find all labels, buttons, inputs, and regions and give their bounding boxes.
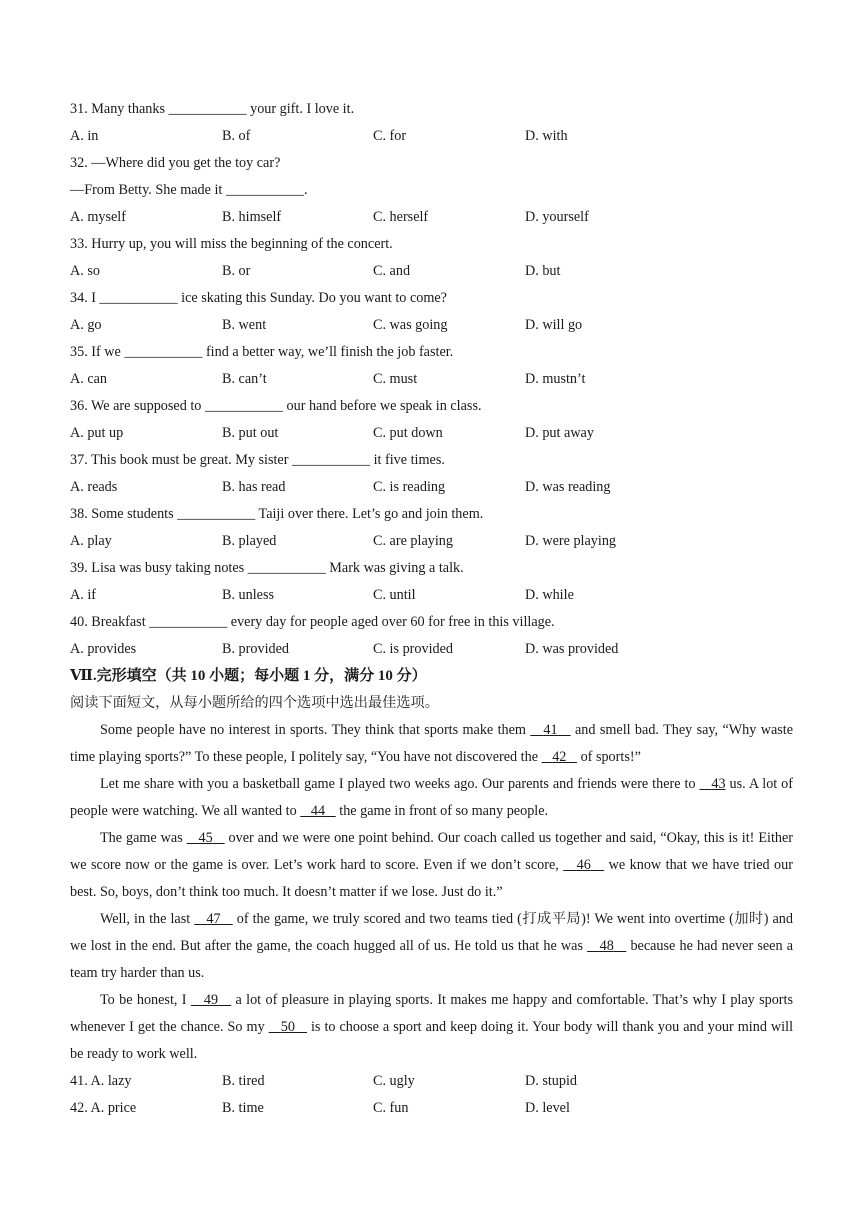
paragraph-text: over and we were one point behind. Our coach called us together and said, “Okay, this is it! Either we score now or the game is over. Let’s work hard to score. Even if we don’t score, <box>70 830 794 873</box>
paragraph-text: we know that we have tried our best. So, boys, don’t think too much. It doesn’t matter if we lose. Just do it.” <box>70 857 793 900</box>
paragraph-text: Some people have no interest in sports. They think that sports make them <box>100 722 531 738</box>
blank-42 <box>542 749 577 765</box>
blank-number: 47 <box>206 911 221 927</box>
question-42-options <box>70 1095 793 1122</box>
paragraph-text: is to choose a sport and keep doing it. Your body will thank you and your mind will be ready to work well. <box>70 1019 794 1062</box>
option-b: B. or <box>222 263 251 279</box>
blank-number: 48 <box>599 938 614 954</box>
passage-paragraph <box>70 771 793 825</box>
question-37-stem: 37. This book must be great. My sister ___________ it five times. <box>70 452 445 468</box>
blank-41 <box>530 722 570 738</box>
option-a: A. can <box>70 371 108 387</box>
question-33-stem: 33. Hurry up, you will miss the beginning of the concert. <box>70 236 393 252</box>
question-33-options <box>70 258 793 285</box>
option-b: B. himself <box>222 209 282 225</box>
section-heading: Ⅶ.完形填空（共 10 小题；每小题 1 分，满分 10 分） <box>70 668 427 684</box>
question-35-stem: 35. If we ___________ find a better way, we’ll finish the job faster. <box>70 344 454 360</box>
option-c: C. and <box>373 263 411 279</box>
question-41-options <box>70 1068 793 1095</box>
paragraph-text: a lot of pleasure in playing sports. It makes me happy and comfortable. That’s why I play sports whenever I get the chance. So my <box>70 992 793 1035</box>
blank-number: 46 <box>576 857 591 873</box>
option-c: C. was going <box>373 317 448 333</box>
question-36-options <box>70 420 793 447</box>
option-b: B. put out <box>222 425 279 441</box>
option-d: D. was reading <box>525 479 611 495</box>
option-c: C. must <box>373 371 418 387</box>
question-40-stem: 40. Breakfast ___________ every day for people aged over 60 for free in this village. <box>70 614 555 630</box>
option-c: C. until <box>373 587 416 603</box>
paragraph-text: of sports!” <box>577 749 641 765</box>
option-d: D. but <box>525 263 561 279</box>
option-d: D. level <box>525 1100 570 1116</box>
paragraph-text: because he had never seen a team try harder than us. <box>70 938 794 981</box>
blank-46 <box>563 857 604 873</box>
paragraph-text: To be honest, I <box>100 992 191 1008</box>
option-a: A. so <box>70 263 100 279</box>
option-a: A. if <box>70 587 97 603</box>
option-c: C. is provided <box>373 641 453 657</box>
blank-50 <box>269 1019 307 1035</box>
option-a: 41. A. lazy <box>70 1073 132 1089</box>
option-a: A. put up <box>70 425 124 441</box>
passage-paragraph <box>70 825 793 906</box>
option-c: C. put down <box>373 425 443 441</box>
option-d: D. put away <box>525 425 594 441</box>
option-c: C. herself <box>373 209 429 225</box>
blank-number: 41 <box>543 722 558 738</box>
question-31-stem: 31. Many thanks ___________ your gift. I love it. <box>70 101 355 117</box>
paragraph-text: of the game, we truly scored and two teams tied (打成平局)! We went into overtime (加时) and we lost in the end. But after the game, the coach hugged all of us. He told us that he was <box>70 911 793 954</box>
option-b: B. provided <box>222 641 289 657</box>
question-38-stem: 38. Some students ___________ Taiji over there. Let’s go and join them. <box>70 506 484 522</box>
option-a: A. reads <box>70 479 118 495</box>
question-39-stem: 39. Lisa was busy taking notes ___________ Mark was giving a talk. <box>70 560 464 576</box>
blank-49 <box>191 992 231 1008</box>
option-c: C. ugly <box>373 1073 415 1089</box>
paragraph-text: and smell bad. They say, “Why waste time playing sports?” To these people, I politely say, “You have not discovered the <box>70 722 793 765</box>
paragraph-text: the game in front of so many people. <box>335 803 549 819</box>
option-d: D. was provided <box>525 641 619 657</box>
paragraph-text: us. A lot of people were watching. We all wanted to <box>70 776 794 819</box>
blank-44 <box>300 803 335 819</box>
blank-48 <box>587 938 626 954</box>
blank-number: 50 <box>280 1019 295 1035</box>
question-37-options <box>70 474 793 501</box>
document-content <box>70 96 793 1122</box>
passage-paragraph <box>70 987 793 1068</box>
blank-number: 43 <box>711 776 726 792</box>
option-d: D. were playing <box>525 533 617 549</box>
option-d: D. stupid <box>525 1073 578 1089</box>
blank-number: 44 <box>310 803 326 819</box>
question-39-options <box>70 582 793 609</box>
option-d: D. mustn’t <box>525 371 586 387</box>
option-b: B. unless <box>222 587 275 603</box>
option-a: 42. A. price <box>70 1100 137 1116</box>
section-instruction: 阅读下面短文，从每小题所给的四个选项中选出最佳选项。 <box>70 695 439 711</box>
option-b: B. tired <box>222 1073 265 1089</box>
option-c: C. are playing <box>373 533 453 549</box>
option-d: D. while <box>525 587 574 603</box>
option-c: C. fun <box>373 1100 409 1116</box>
option-d: D. yourself <box>525 209 589 225</box>
option-d: D. with <box>525 128 568 144</box>
question-32-stem: 32. —Where did you get the toy car? <box>70 155 281 171</box>
option-b: B. went <box>222 317 267 333</box>
question-32-options <box>70 204 793 231</box>
option-a: A. in <box>70 128 99 144</box>
paragraph-text: Well, in the last <box>100 911 195 927</box>
option-d: D. will go <box>525 317 583 333</box>
question-35-options <box>70 366 793 393</box>
question-36-stem: 36. We are supposed to ___________ our hand before we speak in class. <box>70 398 482 414</box>
option-a: A. play <box>70 533 112 549</box>
question-38-options <box>70 528 793 555</box>
option-b: B. played <box>222 533 277 549</box>
question-34-stem: 34. I ___________ ice skating this Sunday. Do you want to come? <box>70 290 447 306</box>
option-a: A. myself <box>70 209 126 225</box>
passage-paragraph <box>70 906 793 987</box>
blank-number: 45 <box>198 830 213 846</box>
blank-43 <box>699 776 725 792</box>
option-c: C. for <box>373 128 407 144</box>
option-b: B. has read <box>222 479 286 495</box>
option-b: B. can’t <box>222 371 267 387</box>
question-40-options <box>70 636 793 663</box>
question-34-options <box>70 312 793 339</box>
option-a: A. provides <box>70 641 137 657</box>
question-31-options <box>70 123 793 150</box>
option-a: A. go <box>70 317 102 333</box>
blank-45 <box>187 830 225 846</box>
paragraph-text: The game was <box>100 830 187 846</box>
option-b: B. of <box>222 128 251 144</box>
question-32-stem-reply: —From Betty. She made it ___________. <box>70 182 308 198</box>
paragraph-text: Let me share with you a basketball game I played two weeks ago. Our parents and friends were there to <box>100 776 700 792</box>
blank-47 <box>194 911 232 927</box>
option-c: C. is reading <box>373 479 446 495</box>
passage-paragraph <box>70 717 793 771</box>
option-b: B. time <box>222 1100 264 1116</box>
blank-number: 42 <box>552 749 567 765</box>
blank-number: 49 <box>203 992 219 1008</box>
